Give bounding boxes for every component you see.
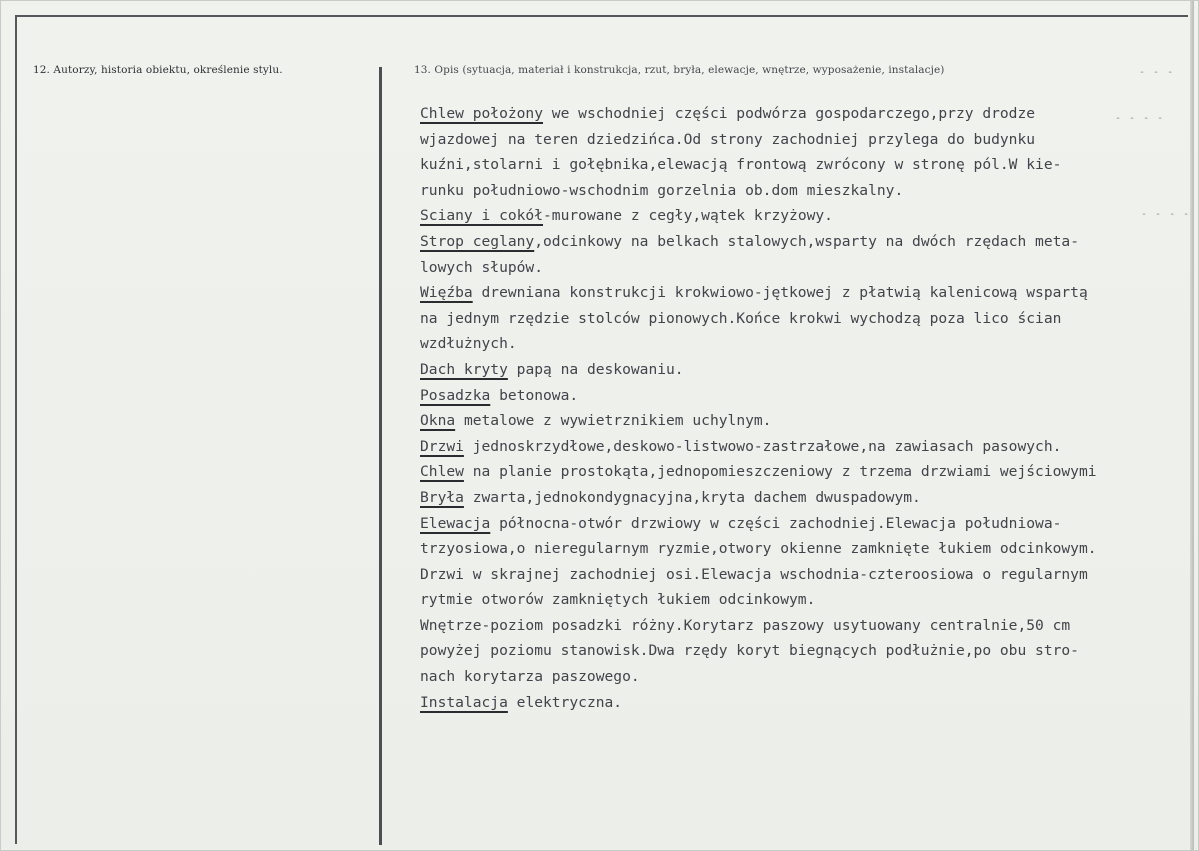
underlined-keyword: Chlew położony [420,105,544,122]
faint-dash-mark: - - - [1139,67,1175,78]
underlined-keyword: Więźba [420,284,473,302]
text-line [420,434,1199,460]
text-line [420,178,1199,204]
text-line [420,459,1199,485]
text-line [420,613,1199,639]
line-text: ,odcinkowy na belkach stalowych,wsparty na dwóch rzędach meta- [534,232,1079,250]
text-line [420,408,1199,434]
underlined-keyword: Dach kryty [420,360,508,378]
text-line [420,331,1199,357]
text-line [420,562,1199,588]
text-line [420,511,1199,537]
text-line [420,127,1199,153]
faint-dash-mark: - - - - [1115,113,1165,124]
line-text: kuźni,stolarni i gołębnika,elewacją frontową zwrócony w stronę pól.W kie- [420,156,1062,174]
column-divider [379,67,382,845]
line-text: na jednym rzędzie stolców pionowych.Końce krokwi wychodzą poza lico ścian [420,309,1062,327]
line-text: trzyosiowa,o nieregularnym ryzmie,otwory okienne zamknięte łukiem odcinkowym. [420,540,1097,558]
text-line [420,690,1199,716]
line-text: nach korytarza paszowego. [420,668,640,686]
line-text: wzdłużnych. [420,335,517,353]
line-text: drewniana konstrukcji krokwiowo-jętkowej z płatwią kalenicową wspartą [472,284,1088,302]
line-text: północna-otwór drzwiowy w części zachodniej.Elewacja południowa- [490,514,1062,532]
line-text: betonowa. [490,386,579,404]
underlined-keyword: Sciany i cokół [420,207,544,225]
line-text: papą na deskowaniu. [507,360,684,378]
line-text: powyżej poziomu stanowisk.Dwa rzędy koryt biegnących podłużnie,po obu stro- [420,642,1079,660]
line-text: jednoskrzydłowe,deskowo-listwowo-zastrzałowe,na zawiasach pasowych. [463,437,1062,455]
underlined-keyword: Elewacja [420,514,491,532]
text-line [420,101,1199,127]
line-text: wjazdowej na teren dziedzińca.Od strony zachodniej przylega do budynku [420,130,1036,148]
underlined-keyword: Posadzka [420,386,491,404]
line-text: elektryczna. [507,693,623,711]
text-line [420,485,1199,511]
line-text: -murowane z cegły,wątek krzyżowy. [543,207,833,225]
text-line [420,229,1199,255]
text-line [420,306,1199,332]
line-text: Wnętrze-poziom posadzki różny.Korytarz paszowy usytuowany centralnie,50 cm [420,616,1071,634]
text-line [420,536,1199,562]
underlined-keyword: Bryła [420,488,464,506]
underlined-keyword: Instalacja [420,693,508,711]
line-text: na planie prostokąta,jednopomieszczeniowy z trzema drzwiami wejściowymi [463,463,1097,481]
underlined-keyword: Chlew [420,463,464,481]
underlined-keyword: Drzwi [420,437,464,455]
section-13-heading: 13. Opis (sytuacja, materiał i konstrukcja, rzut, bryła, elewacje, wnętrze, wyposażenie, instalacje) [414,64,945,76]
line-text: we wschodniej części podwórza gospodarczego,przy drodze [543,105,1036,122]
line-text: Drzwi w skrajnej zachodniej osi.Elewacja wschodnia-czteroosiowa o regularnym [420,565,1088,583]
text-line [420,587,1199,613]
line-text: lowych słupów. [420,258,544,276]
text-line [420,357,1199,383]
faint-dash-mark: - - - - [1141,209,1191,220]
frame-top-border [15,15,1188,17]
text-line [420,664,1199,690]
section-12-heading: 12. Autorzy, historia obiektu, określenie stylu. [33,64,283,76]
line-text: runku południowo-wschodnim gorzelnia ob.dom mieszkalny. [420,181,904,199]
description-text [420,101,1199,715]
line-text: zwarta,jednokondygnacyjna,kryta dachem dwuspadowym. [463,488,921,506]
underlined-keyword: Okna [420,412,456,430]
text-line [420,280,1199,306]
line-text: rytmie otworów zamkniętych łukiem odcinkowym. [420,591,816,609]
underlined-keyword: Strop ceglany [420,232,535,250]
line-text: metalowe z wywietrznikiem uchylnym. [455,412,772,430]
text-line [420,383,1199,409]
text-line [420,152,1199,178]
frame-left-border [15,15,17,844]
text-line [420,638,1199,664]
text-line [420,255,1199,281]
text-line [420,203,1199,229]
